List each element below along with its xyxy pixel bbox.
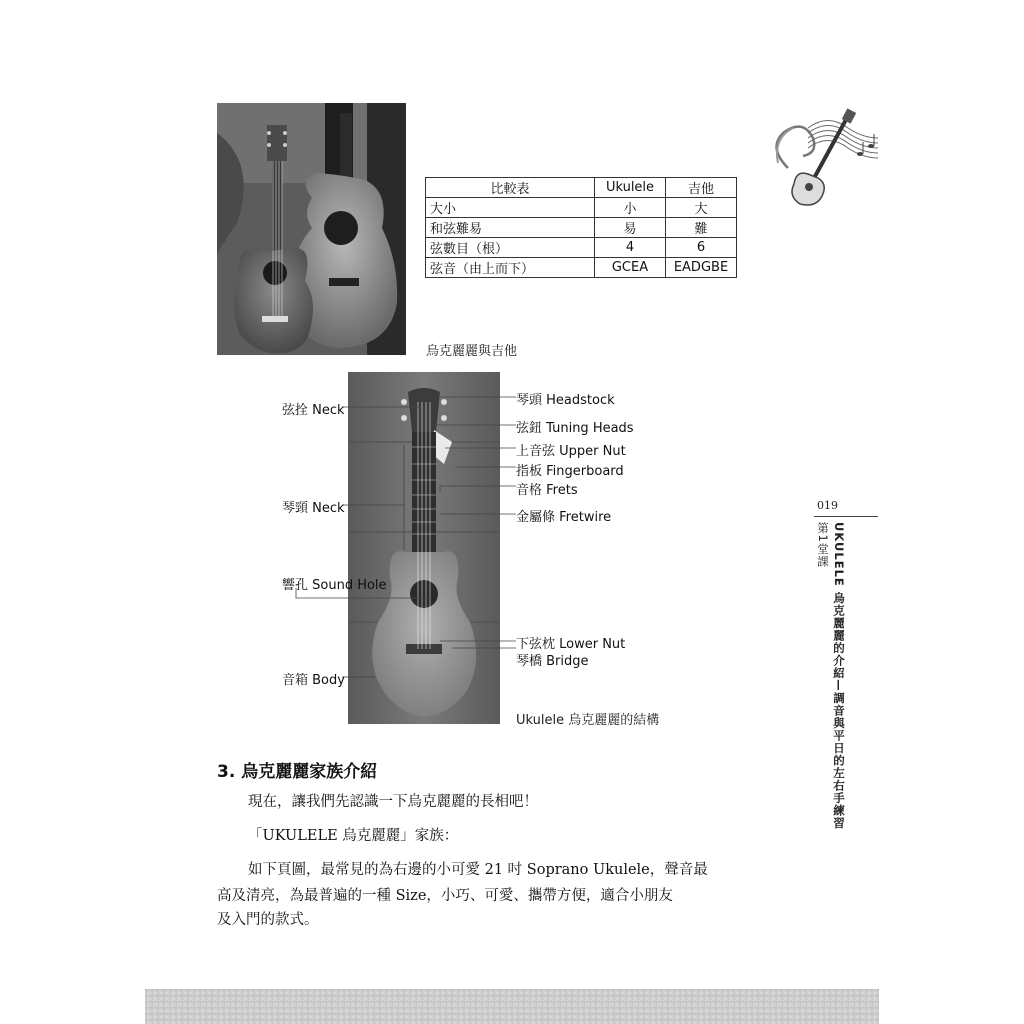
label-upper-nut: 上音弦 Upper Nut <box>516 444 626 459</box>
paragraph-line-2: 高及清亮，為最普遍的一種 Size，小巧、可愛、攜帶方便，適合小朋友 <box>217 888 673 904</box>
paragraph-family: 「UKULELE 烏克麗麗」家族： <box>248 828 459 844</box>
label-frets: 音格 Frets <box>516 483 578 498</box>
table-row <box>426 198 737 218</box>
table-cell: EADGBE <box>666 258 737 278</box>
table-cell: 易 <box>595 218 666 238</box>
running-title: UKULELE 烏克麗麗的介紹—調音與平日的左右手練習 <box>832 522 846 830</box>
label-neck-pin: 弦拴 Neck <box>282 403 345 418</box>
table-cell: 小 <box>595 198 666 218</box>
paragraph-line-1: 如下頁圖，最常見的為右邊的小可愛 21 吋 Soprano Ukulele，聲音最 <box>248 862 708 878</box>
label-neck: 琴頸 Neck <box>282 501 345 516</box>
page-number-rule <box>814 516 878 517</box>
diagram-caption: Ukulele 烏克麗麗的結構 <box>516 713 660 728</box>
footer-texture-band <box>145 989 879 1024</box>
table-row <box>426 238 737 258</box>
table-header-cell: Ukulele <box>595 178 666 198</box>
ukulele-guitar-photo <box>217 103 406 355</box>
label-tuning-heads: 弦鈕 Tuning Heads <box>516 421 634 436</box>
table-cell: 大 <box>666 198 737 218</box>
table-header-cell: 吉他 <box>666 178 737 198</box>
label-body: 音箱 Body <box>282 673 345 688</box>
page-number: 019 <box>817 499 838 512</box>
table-row <box>426 218 737 238</box>
lesson-label: 第1堂課 <box>816 522 830 568</box>
table-cell: 弦音（由上而下） <box>426 258 595 278</box>
table-cell: 難 <box>666 218 737 238</box>
table-cell: GCEA <box>595 258 666 278</box>
label-lower-nut: 下弦枕 Lower Nut <box>516 637 626 652</box>
table-header-cell: 比較表 <box>426 178 595 198</box>
photo-caption: 烏克麗麗與吉他 <box>426 344 518 359</box>
paragraph-intro: 現在，讓我們先認識一下烏克麗麗的長相吧！ <box>248 794 538 810</box>
leader-lines <box>280 390 530 690</box>
table-header-row <box>426 178 737 198</box>
table-cell: 大小 <box>426 198 595 218</box>
comparison-table <box>425 177 737 278</box>
section-title: 3. 烏克麗麗家族介紹 <box>217 762 378 782</box>
table-row <box>426 258 737 278</box>
label-bridge: 琴橋 Bridge <box>516 654 589 669</box>
label-fingerboard: 指板 Fingerboard <box>516 464 624 479</box>
table-cell: 弦數目（根） <box>426 238 595 258</box>
label-sound-hole: 響孔 Sound Hole <box>282 578 387 593</box>
table-cell: 4 <box>595 238 666 258</box>
table-cell: 和弦難易 <box>426 218 595 238</box>
label-headstock: 琴頭 Headstock <box>516 393 615 408</box>
label-fretwire: 金屬條 Fretwire <box>516 510 612 525</box>
table-cell: 6 <box>666 238 737 258</box>
paragraph-line-3: 及入門的款式。 <box>217 912 319 928</box>
ukulele-music-notes-icon <box>768 108 880 208</box>
